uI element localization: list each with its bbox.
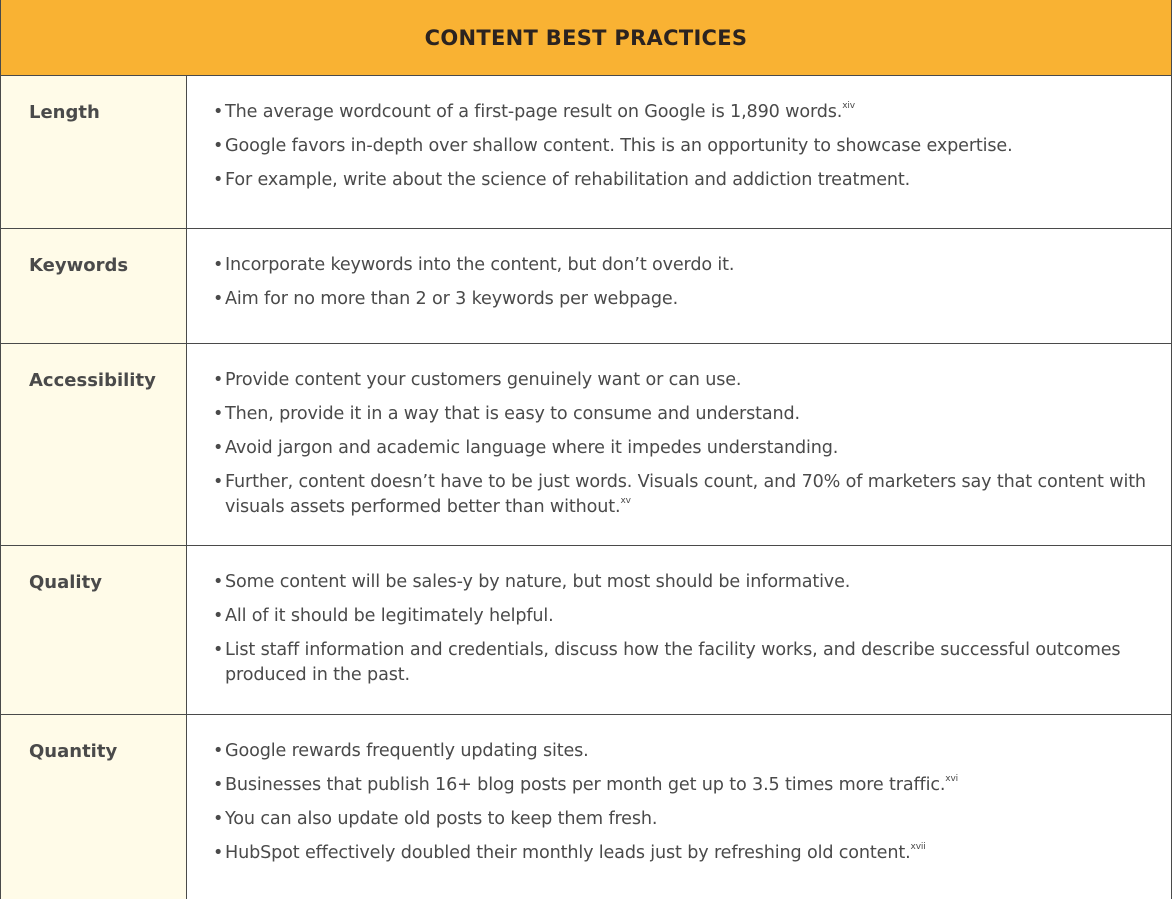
bullet-item — [213, 287, 1147, 312]
bullet-icon: • — [213, 102, 224, 122]
bullet-text: Businesses that publish 16+ blog posts per month get up to 3.5 times more traffic. — [225, 775, 946, 795]
bullet-icon: • — [213, 255, 224, 275]
footnote-ref: xiv — [842, 101, 855, 112]
bullet-item — [213, 638, 1147, 688]
bullet-text: HubSpot effectively doubled their monthly leads just by refreshing old content. — [225, 843, 911, 863]
bullet-item — [213, 168, 1147, 193]
row-content — [187, 229, 1171, 343]
row-content — [187, 715, 1171, 899]
bullet-icon: • — [213, 640, 224, 660]
bullet-item — [213, 470, 1147, 520]
footnote-ref: xv — [620, 496, 631, 507]
bullet-icon: • — [213, 472, 224, 492]
footnote-ref: xvi — [945, 774, 958, 785]
bullet-text: Further, content doesn’t have to be just words. Visuals count, and 70% of marketers say that content with visuals assets performed better than without. — [225, 472, 1146, 517]
bullet-item — [213, 604, 1147, 629]
bullet-text: For example, write about the science of rehabilitation and addiction treatment. — [225, 170, 911, 190]
row-length — [1, 76, 1171, 229]
row-content — [187, 76, 1171, 228]
bullet-item — [213, 100, 1147, 125]
bullet-text: Google favors in-depth over shallow content. This is an opportunity to showcase expertise. — [225, 136, 1013, 156]
bullet-icon: • — [213, 809, 224, 829]
table-title: CONTENT BEST PRACTICES — [424, 25, 748, 50]
bullet-item — [213, 436, 1147, 461]
bullet-icon: • — [213, 438, 224, 458]
bullet-text: Some content will be sales-y by nature, but most should be informative. — [225, 572, 851, 592]
bullet-icon: • — [213, 404, 224, 424]
row-label: Accessibility — [1, 344, 187, 545]
bullet-text: List staff information and credentials, discuss how the facility works, and describe successful outcomes produced in the past. — [225, 640, 1121, 685]
bullet-item — [213, 402, 1147, 427]
bullet-icon: • — [213, 370, 224, 390]
bullet-item — [213, 570, 1147, 595]
bullet-icon: • — [213, 606, 224, 626]
bullet-text: Incorporate keywords into the content, but don’t overdo it. — [225, 255, 735, 275]
row-quantity — [1, 715, 1171, 899]
bullet-icon: • — [213, 572, 224, 592]
bullet-icon: • — [213, 170, 224, 190]
bullet-item — [213, 368, 1147, 393]
bullet-icon: • — [213, 775, 224, 795]
bullet-item — [213, 841, 1147, 866]
bullet-item — [213, 253, 1147, 278]
bullet-icon: • — [213, 289, 224, 309]
row-keywords — [1, 229, 1171, 344]
bullet-text: Then, provide it in a way that is easy to consume and understand. — [225, 404, 800, 424]
bullet-text: The average wordcount of a first-page result on Google is 1,890 words. — [225, 102, 843, 122]
footnote-ref: xvii — [910, 842, 926, 853]
bullet-icon: • — [213, 741, 224, 761]
table-header — [1, 0, 1171, 76]
bullet-icon: • — [213, 136, 224, 156]
row-label: Keywords — [1, 229, 187, 343]
bullet-text: Aim for no more than 2 or 3 keywords per webpage. — [225, 289, 679, 309]
row-label: Length — [1, 76, 187, 228]
bullet-text: Provide content your customers genuinely want or can use. — [225, 370, 742, 390]
row-content — [187, 546, 1171, 714]
row-label: Quantity — [1, 715, 187, 899]
bullet-text: You can also update old posts to keep them fresh. — [225, 809, 658, 829]
bullet-icon: • — [213, 843, 224, 863]
bullet-item — [213, 773, 1147, 798]
bullet-text: Avoid jargon and academic language where it impedes understanding. — [225, 438, 839, 458]
bullet-item — [213, 134, 1147, 159]
bullet-item — [213, 807, 1147, 832]
bullet-text: Google rewards frequently updating sites. — [225, 741, 589, 761]
row-content — [187, 344, 1171, 545]
bullet-item — [213, 739, 1147, 764]
row-accessibility — [1, 344, 1171, 546]
bullet-text: All of it should be legitimately helpful. — [225, 606, 554, 626]
row-label: Quality — [1, 546, 187, 714]
row-quality — [1, 546, 1171, 715]
